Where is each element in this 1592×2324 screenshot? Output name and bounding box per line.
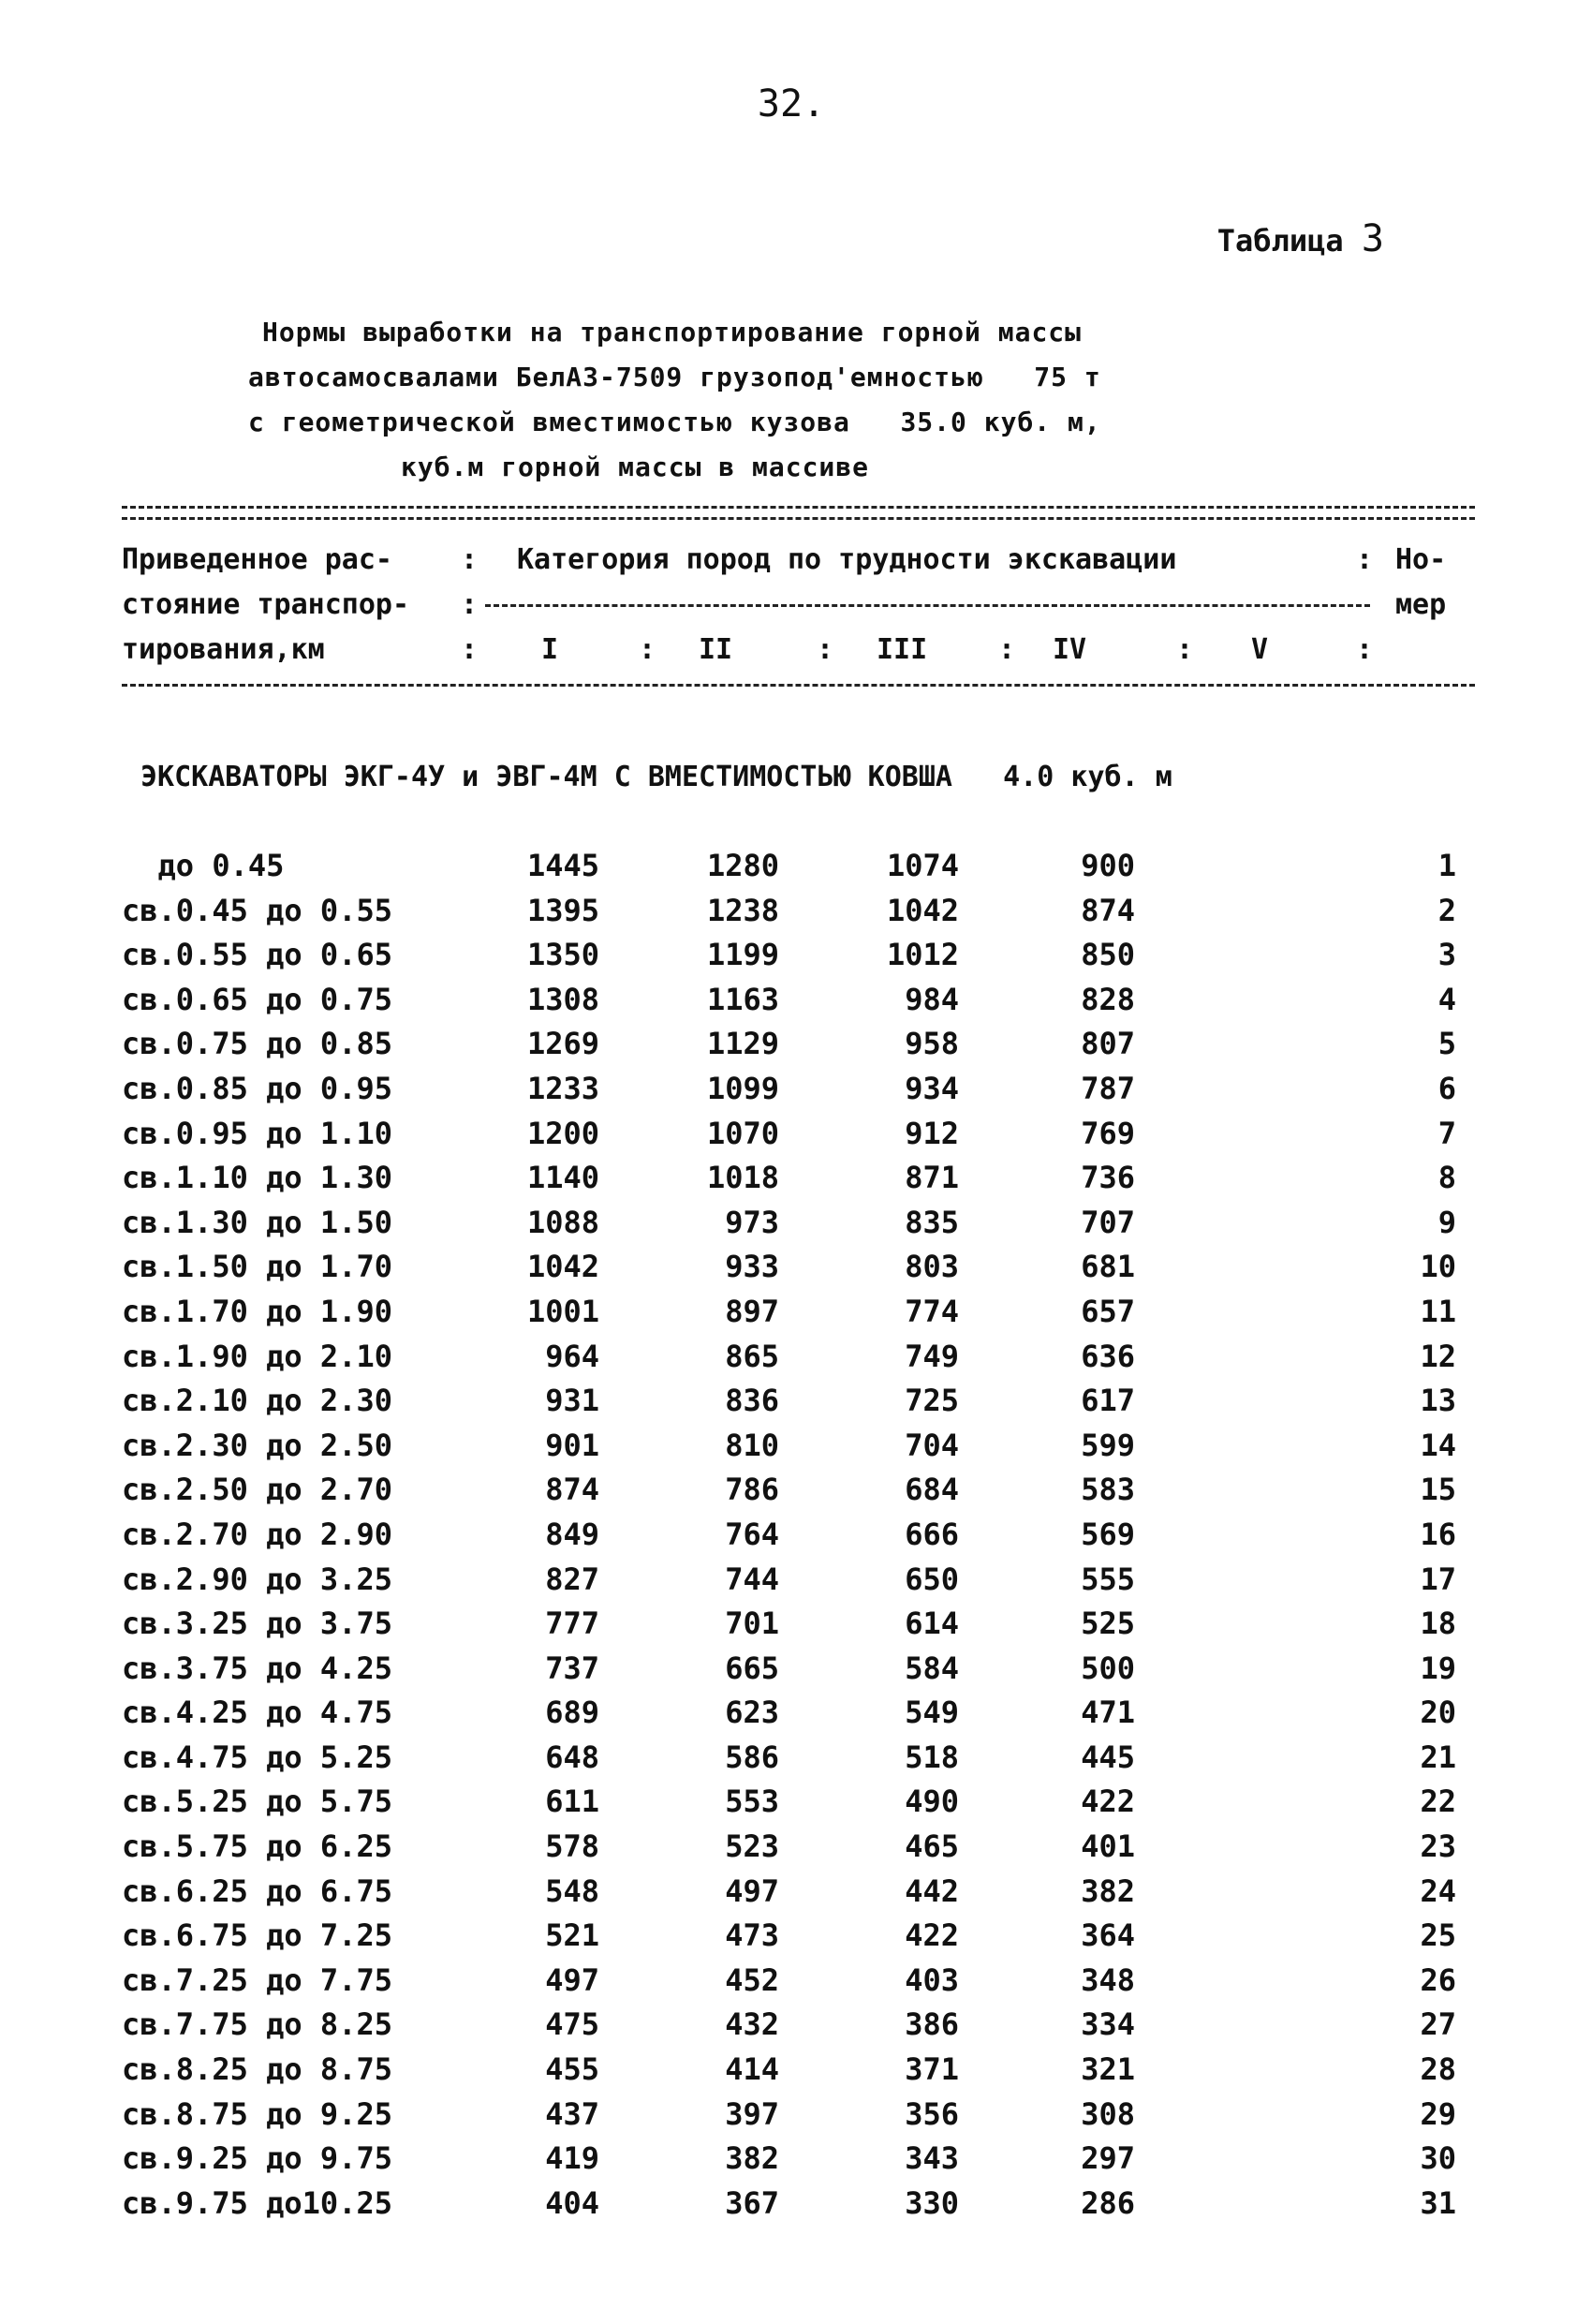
- value-cell-category-3: 343: [905, 2140, 959, 2177]
- table-row: [0, 1071, 1592, 1116]
- row-number-cell: 15: [1420, 1472, 1456, 1508]
- row-number-cell: 29: [1420, 2095, 1456, 2132]
- value-cell-category-3: 984: [905, 981, 959, 1017]
- header-top-rule: [122, 506, 1475, 509]
- header-separator: :: [461, 633, 479, 666]
- distance-cell: св.1.50 до 1.70: [122, 1249, 392, 1285]
- distance-cell: св.2.70 до 2.90: [122, 1516, 392, 1552]
- value-cell-category-3: 465: [905, 1828, 959, 1865]
- row-number-cell: 14: [1420, 1427, 1456, 1463]
- value-cell-category-4: 874: [1081, 892, 1135, 928]
- table-label: [1217, 217, 1384, 260]
- header-bottom-rule: [122, 684, 1475, 687]
- value-cell-category-2: 897: [725, 1293, 779, 1329]
- row-number-cell: 24: [1420, 1873, 1456, 1909]
- value-cell-category-3: 684: [905, 1472, 959, 1508]
- row-number-cell: 30: [1420, 2140, 1456, 2177]
- value-cell-category-1: 437: [545, 2095, 599, 2132]
- distance-cell: св.0.95 до 1.10: [122, 1115, 392, 1151]
- table-row: [0, 1962, 1592, 2007]
- value-cell-category-2: 973: [725, 1204, 779, 1240]
- header-distance-line-1: Приведенное рас-: [122, 543, 392, 576]
- header-category-iii: III: [877, 633, 928, 666]
- value-cell-category-3: 749: [905, 1338, 959, 1374]
- value-cell-category-3: 549: [905, 1695, 959, 1731]
- table-row: [0, 1784, 1592, 1828]
- row-number-cell: 25: [1420, 1917, 1456, 1954]
- value-cell-category-1: 1001: [526, 1293, 599, 1329]
- distance-cell: св.9.75 до10.25: [122, 2184, 392, 2221]
- table-row: [0, 937, 1592, 982]
- value-cell-category-1: 777: [545, 1606, 599, 1642]
- value-cell-category-1: 827: [545, 1561, 599, 1597]
- value-cell-category-4: 348: [1081, 1961, 1135, 1998]
- table-row: [0, 1606, 1592, 1650]
- value-cell-category-4: 525: [1081, 1606, 1135, 1642]
- row-number-cell: 5: [1437, 1026, 1456, 1062]
- table-row: [0, 848, 1592, 893]
- value-cell-category-3: 934: [905, 1070, 959, 1106]
- value-cell-category-3: 871: [905, 1160, 959, 1196]
- value-cell-category-1: 497: [545, 1961, 599, 1998]
- distance-cell: св.0.65 до 0.75: [122, 981, 392, 1017]
- distance-cell: св.4.75 до 5.25: [122, 1739, 392, 1775]
- value-cell-category-3: 330: [905, 2184, 959, 2221]
- value-cell-category-2: 744: [725, 1561, 779, 1597]
- value-cell-category-1: 901: [545, 1427, 599, 1463]
- table-row: [0, 1517, 1592, 1562]
- value-cell-category-4: 334: [1081, 2006, 1135, 2043]
- table-label-text: Таблица: [1216, 223, 1344, 259]
- value-cell-category-3: 584: [905, 1650, 959, 1686]
- table-row: [0, 1828, 1592, 1873]
- table-row: [0, 1205, 1592, 1250]
- value-cell-category-3: 666: [905, 1516, 959, 1552]
- value-cell-category-3: 1074: [886, 848, 959, 883]
- value-cell-category-3: 912: [905, 1115, 959, 1151]
- header-inner-rule: [485, 604, 1370, 607]
- row-number-cell: 21: [1420, 1739, 1456, 1775]
- value-cell-category-2: 1163: [706, 981, 779, 1017]
- distance-cell: св.2.10 до 2.30: [122, 1383, 392, 1419]
- caption-line-4: куб.м горной массы в массиве: [401, 451, 870, 482]
- row-number-cell: 8: [1437, 1160, 1456, 1196]
- distance-cell: св.2.30 до 2.50: [122, 1427, 392, 1463]
- section-title: ЭКСКАВАТОРЫ ЭКГ-4У и ЭВГ-4М С ВМЕСТИМОСТЬЮ КОВША 4.0 куб. м: [140, 761, 1172, 793]
- value-cell-category-2: 397: [725, 2095, 779, 2132]
- value-cell-category-4: 769: [1081, 1115, 1135, 1151]
- header-top-rule-2: [122, 517, 1475, 520]
- value-cell-category-4: 707: [1081, 1204, 1135, 1240]
- value-cell-category-2: 836: [725, 1383, 779, 1419]
- table-row: [0, 2051, 1592, 2096]
- row-number-cell: 1: [1437, 848, 1456, 883]
- value-cell-category-1: 578: [545, 1828, 599, 1865]
- table-row: [0, 1873, 1592, 1918]
- value-cell-category-2: 865: [725, 1338, 779, 1374]
- caption-line-3: с геометрической вместимостью кузова 35.0 куб. м,: [248, 407, 1101, 437]
- row-number-cell: 22: [1420, 1784, 1456, 1820]
- distance-cell: св.4.25 до 4.75: [122, 1695, 392, 1731]
- value-cell-category-3: 650: [905, 1561, 959, 1597]
- distance-cell: св.7.25 до 7.75: [122, 1961, 392, 1998]
- value-cell-category-2: 473: [725, 1917, 779, 1954]
- row-number-cell: 18: [1420, 1606, 1456, 1642]
- distance-cell: св.6.75 до 7.25: [122, 1917, 392, 1954]
- value-cell-category-4: 681: [1081, 1249, 1135, 1285]
- header-category-v: V: [1251, 633, 1269, 666]
- row-number-cell: 23: [1420, 1828, 1456, 1865]
- distance-cell: св.3.75 до 4.25: [122, 1650, 392, 1686]
- value-cell-category-1: 455: [545, 2051, 599, 2088]
- value-cell-category-1: 1042: [526, 1249, 599, 1285]
- value-cell-category-2: 1099: [706, 1070, 779, 1106]
- value-cell-category-3: 803: [905, 1249, 959, 1285]
- distance-cell: св.2.50 до 2.70: [122, 1472, 392, 1508]
- distance-cell: св.6.25 до 6.75: [122, 1873, 392, 1909]
- row-number-cell: 31: [1420, 2184, 1456, 2221]
- value-cell-category-1: 1140: [526, 1160, 599, 1196]
- row-number-cell: 20: [1420, 1695, 1456, 1731]
- header-separator: :: [639, 633, 656, 666]
- table-row: [0, 2185, 1592, 2230]
- table-row: [0, 1383, 1592, 1428]
- table-row: [0, 1026, 1592, 1071]
- value-cell-category-2: 810: [725, 1427, 779, 1463]
- value-cell-category-4: 807: [1081, 1026, 1135, 1062]
- value-cell-category-2: 665: [725, 1650, 779, 1686]
- header-separator: :: [998, 633, 1016, 666]
- value-cell-category-1: 1445: [526, 848, 599, 883]
- table-row: [0, 2006, 1592, 2051]
- value-cell-category-4: 599: [1081, 1427, 1135, 1463]
- value-cell-category-3: 490: [905, 1784, 959, 1820]
- row-number-cell: 17: [1420, 1561, 1456, 1597]
- value-cell-category-1: 521: [545, 1917, 599, 1954]
- row-number-cell: 26: [1420, 1961, 1456, 1998]
- value-cell-category-1: 475: [545, 2006, 599, 2043]
- page-number: 32.: [757, 82, 826, 126]
- header-category-ii: II: [699, 633, 733, 666]
- distance-cell: св.0.85 до 0.95: [122, 1070, 392, 1106]
- header-separator: :: [817, 633, 834, 666]
- value-cell-category-4: 297: [1081, 2140, 1135, 2177]
- header-separator: :: [1356, 543, 1374, 576]
- value-cell-category-1: 874: [545, 1472, 599, 1508]
- row-number-cell: 6: [1437, 1070, 1456, 1106]
- distance-cell: св.3.25 до 3.75: [122, 1606, 392, 1642]
- value-cell-category-4: 286: [1081, 2184, 1135, 2221]
- value-cell-category-2: 432: [725, 2006, 779, 2043]
- value-cell-category-1: 1233: [526, 1070, 599, 1106]
- row-number-cell: 16: [1420, 1516, 1456, 1552]
- header-separator: :: [1356, 633, 1374, 666]
- value-cell-category-2: 786: [725, 1472, 779, 1508]
- value-cell-category-3: 442: [905, 1873, 959, 1909]
- value-cell-category-4: 850: [1081, 937, 1135, 973]
- value-cell-category-3: 774: [905, 1293, 959, 1329]
- value-cell-category-2: 452: [725, 1961, 779, 1998]
- distance-cell: св.0.55 до 0.65: [122, 937, 392, 973]
- value-cell-category-4: 422: [1081, 1784, 1135, 1820]
- value-cell-category-2: 933: [725, 1249, 779, 1285]
- value-cell-category-1: 737: [545, 1650, 599, 1686]
- value-cell-category-2: 553: [725, 1784, 779, 1820]
- distance-cell: св.8.75 до 9.25: [122, 2095, 392, 2132]
- value-cell-category-1: 1088: [526, 1204, 599, 1240]
- value-cell-category-4: 617: [1081, 1383, 1135, 1419]
- value-cell-category-1: 931: [545, 1383, 599, 1419]
- value-cell-category-4: 900: [1081, 848, 1135, 883]
- row-number-cell: 2: [1437, 892, 1456, 928]
- row-number-cell: 19: [1420, 1650, 1456, 1686]
- table-row: [0, 1160, 1592, 1205]
- value-cell-category-3: 704: [905, 1427, 959, 1463]
- value-cell-category-4: 321: [1081, 2051, 1135, 2088]
- value-cell-category-2: 1280: [706, 848, 779, 883]
- table-row: [0, 1472, 1592, 1517]
- value-cell-category-1: 964: [545, 1338, 599, 1374]
- value-cell-category-2: 623: [725, 1695, 779, 1731]
- value-cell-category-4: 828: [1081, 981, 1135, 1017]
- table-row: [0, 2140, 1592, 2185]
- value-cell-category-2: 586: [725, 1739, 779, 1775]
- value-cell-category-4: 445: [1081, 1739, 1135, 1775]
- value-cell-category-4: 736: [1081, 1160, 1135, 1196]
- row-number-cell: 10: [1420, 1249, 1456, 1285]
- value-cell-category-3: 835: [905, 1204, 959, 1240]
- header-distance-line-3: тирования,км: [122, 633, 325, 666]
- value-cell-category-1: 1269: [526, 1026, 599, 1062]
- value-cell-category-3: 422: [905, 1917, 959, 1954]
- value-cell-category-1: 1395: [526, 892, 599, 928]
- value-cell-category-3: 371: [905, 2051, 959, 2088]
- header-number-line-1: Но-: [1395, 543, 1447, 576]
- value-cell-category-4: 364: [1081, 1917, 1135, 1954]
- table-row: [0, 1650, 1592, 1695]
- value-cell-category-3: 1042: [886, 892, 959, 928]
- table-row: [0, 982, 1592, 1027]
- value-cell-category-2: 1070: [706, 1115, 779, 1151]
- value-cell-category-3: 725: [905, 1383, 959, 1419]
- value-cell-category-4: 308: [1081, 2095, 1135, 2132]
- header-separator: :: [1176, 633, 1194, 666]
- value-cell-category-1: 689: [545, 1695, 599, 1731]
- value-cell-category-4: 555: [1081, 1561, 1135, 1597]
- value-cell-category-1: 1200: [526, 1115, 599, 1151]
- value-cell-category-4: 500: [1081, 1650, 1135, 1686]
- distance-cell: св.9.25 до 9.75: [122, 2140, 392, 2177]
- value-cell-category-3: 1012: [886, 937, 959, 973]
- value-cell-category-2: 414: [725, 2051, 779, 2088]
- value-cell-category-4: 471: [1081, 1695, 1135, 1731]
- table-row: [0, 2096, 1592, 2141]
- header-category-i: I: [541, 633, 559, 666]
- value-cell-category-1: 1308: [526, 981, 599, 1017]
- value-cell-category-2: 382: [725, 2140, 779, 2177]
- distance-cell: св.1.30 до 1.50: [122, 1204, 392, 1240]
- value-cell-category-4: 787: [1081, 1070, 1135, 1106]
- value-cell-category-2: 1199: [706, 937, 779, 973]
- distance-cell: св.1.90 до 2.10: [122, 1338, 392, 1374]
- value-cell-category-2: 1129: [706, 1026, 779, 1062]
- table-row: [0, 1339, 1592, 1384]
- distance-cell: св.7.75 до 8.25: [122, 2006, 392, 2043]
- header-distance-line-2: стояние транспор-: [122, 588, 410, 621]
- value-cell-category-3: 403: [905, 1961, 959, 1998]
- header-separator: :: [461, 588, 479, 621]
- value-cell-category-4: 636: [1081, 1338, 1135, 1374]
- value-cell-category-1: 404: [545, 2184, 599, 2221]
- value-cell-category-4: 583: [1081, 1472, 1135, 1508]
- value-cell-category-1: 1350: [526, 937, 599, 973]
- value-cell-category-1: 548: [545, 1873, 599, 1909]
- value-cell-category-4: 401: [1081, 1828, 1135, 1865]
- value-cell-category-1: 648: [545, 1739, 599, 1775]
- caption-line-2: автосамосвалами БелАЗ-7509 грузопод'емностью 75 т: [248, 362, 1101, 392]
- distance-cell: до 0.45: [122, 848, 285, 883]
- value-cell-category-1: 611: [545, 1784, 599, 1820]
- value-cell-category-4: 569: [1081, 1516, 1135, 1552]
- value-cell-category-4: 382: [1081, 1873, 1135, 1909]
- table-number: 3: [1361, 217, 1384, 260]
- value-cell-category-2: 701: [725, 1606, 779, 1642]
- value-cell-category-3: 386: [905, 2006, 959, 2043]
- value-cell-category-1: 419: [545, 2140, 599, 2177]
- value-cell-category-4: 657: [1081, 1293, 1135, 1329]
- value-cell-category-2: 523: [725, 1828, 779, 1865]
- row-number-cell: 3: [1437, 937, 1456, 973]
- row-number-cell: 28: [1420, 2051, 1456, 2088]
- table-row: [0, 1739, 1592, 1784]
- distance-cell: св.5.75 до 6.25: [122, 1828, 392, 1865]
- table-row: [0, 1249, 1592, 1294]
- distance-cell: св.8.25 до 8.75: [122, 2051, 392, 2088]
- header-number-line-2: мер: [1395, 588, 1447, 621]
- value-cell-category-1: 849: [545, 1516, 599, 1552]
- header-separator: :: [461, 543, 479, 576]
- table-row: [0, 1917, 1592, 1962]
- row-number-cell: 27: [1420, 2006, 1456, 2043]
- row-number-cell: 13: [1420, 1383, 1456, 1419]
- distance-cell: св.2.90 до 3.25: [122, 1561, 392, 1597]
- table-row: [0, 1116, 1592, 1161]
- value-cell-category-3: 958: [905, 1026, 959, 1062]
- distance-cell: св.0.45 до 0.55: [122, 892, 392, 928]
- row-number-cell: 12: [1420, 1338, 1456, 1374]
- distance-cell: св.0.75 до 0.85: [122, 1026, 392, 1062]
- caption-line-1: Нормы выработки на транспортирование горной массы: [262, 317, 1083, 348]
- row-number-cell: 4: [1437, 981, 1456, 1017]
- value-cell-category-2: 1018: [706, 1160, 779, 1196]
- value-cell-category-3: 356: [905, 2095, 959, 2132]
- row-number-cell: 9: [1437, 1204, 1456, 1240]
- table-row: [0, 1294, 1592, 1339]
- table-row: [0, 1562, 1592, 1606]
- distance-cell: св.1.70 до 1.90: [122, 1293, 392, 1329]
- table-body: [0, 848, 1592, 2229]
- value-cell-category-2: 497: [725, 1873, 779, 1909]
- distance-cell: св.5.25 до 5.75: [122, 1784, 392, 1820]
- row-number-cell: 7: [1437, 1115, 1456, 1151]
- table-row: [0, 1695, 1592, 1739]
- table-row: [0, 1428, 1592, 1473]
- value-cell-category-3: 518: [905, 1739, 959, 1775]
- distance-cell: св.1.10 до 1.30: [122, 1160, 392, 1196]
- value-cell-category-3: 614: [905, 1606, 959, 1642]
- header-category-iv: IV: [1053, 633, 1087, 666]
- value-cell-category-2: 367: [725, 2184, 779, 2221]
- value-cell-category-2: 1238: [706, 892, 779, 928]
- header-category-title: Категория пород по трудности экскавации: [517, 543, 1177, 576]
- table-row: [0, 893, 1592, 938]
- row-number-cell: 11: [1420, 1293, 1456, 1329]
- value-cell-category-2: 764: [725, 1516, 779, 1552]
